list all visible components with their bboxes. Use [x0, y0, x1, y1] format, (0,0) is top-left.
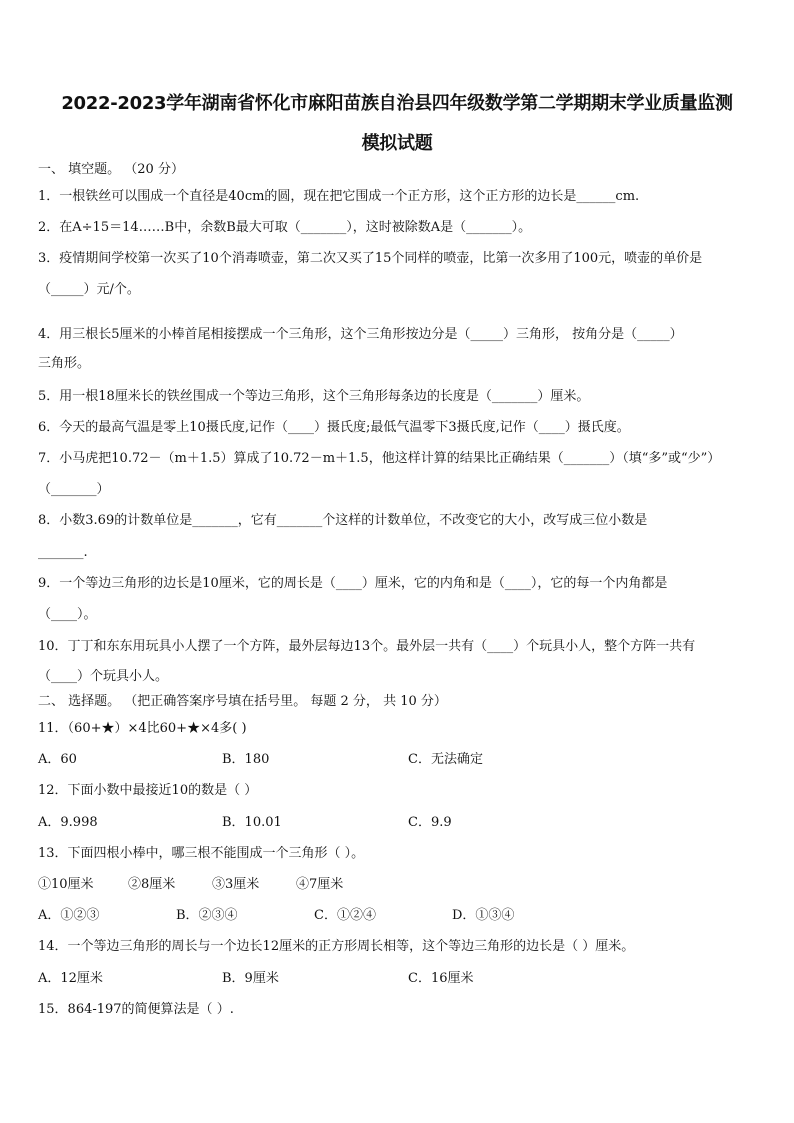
stick-3: ③3厘米	[212, 877, 260, 892]
section-heading-fill-in: 一、 填空题。 （20 分）	[38, 162, 184, 177]
question-7: 7．小马虎把10.72－（m＋1.5）算成了10.72－m＋1.5，他这样计算的结果比正确结果（_______）（填“多”或“少”）	[38, 451, 721, 466]
option-b: B．②③④	[176, 908, 238, 923]
stick-1: ①10厘米	[38, 877, 94, 892]
question-9: 9．一个等边三角形的边长是10厘米，它的周长是（____）厘米，它的内角和是（____），它的每一个内角都是	[38, 576, 668, 591]
question-4-continued: 三角形。	[38, 356, 91, 371]
option-a: A．12厘米	[38, 971, 103, 986]
option-c: C．9.9	[408, 815, 452, 830]
option-b: B．180	[222, 752, 270, 767]
question-2: 2．在A÷15＝14……B中，余数B最大可取（_______），这时被除数A是（_______）。	[38, 220, 532, 235]
question-1: 1．一根铁丝可以围成一个直径是40cm的圆，现在把它围成一个正方形，这个正方形的边长是______cm.	[38, 189, 640, 204]
option-c: C．16厘米	[408, 971, 474, 986]
question-10: 10．丁丁和东东用玩具小人摆了一个方阵，最外层每边13个。最外层一共有（____）个玩具小人，整个方阵一共有	[38, 639, 696, 654]
question-5: 5．用一根18厘米长的铁丝围成一个等边三角形，这个三角形每条边的长度是（_______）厘米。	[38, 389, 590, 404]
option-b: B．9厘米	[222, 971, 279, 986]
option-c: C．无法确定	[408, 752, 483, 767]
option-b: B．10.01	[222, 815, 282, 830]
question-13: 13．下面四根小棒中，哪三根不能围成一个三角形（ ）。	[38, 846, 365, 861]
page-title: 2022-2023学年湖南省怀化市麻阳苗族自治县四年级数学第二学期期末学业质量监测	[61, 93, 733, 114]
section-heading-multiple-choice: 二、 选择题。 （把正确答案序号填在括号里。 每题 2 分， 共 10 分）	[38, 694, 447, 709]
question-9-continued: （____）。	[38, 607, 97, 622]
page-title-continued: 模拟试题	[361, 133, 433, 154]
option-c: C．①②④	[314, 908, 376, 923]
question-14: 14．一个等边三角形的周长与一个边长12厘米的正方形周长相等，这个等边三角形的边长是（ ）厘米。	[38, 939, 635, 954]
question-8: 8．小数3.69的计数单位是_______，它有_______个这样的计数单位，不改变它的大小，改写成三位小数是	[38, 513, 648, 528]
stick-4: ④7厘米	[296, 877, 344, 892]
option-d: D．①③④	[452, 908, 515, 923]
question-15: 15．864-197的简便算法是（ ）.	[38, 1002, 234, 1017]
question-12: 12．下面小数中最接近10的数是（ ）	[38, 783, 258, 798]
question-7-continued: （_______）	[38, 482, 110, 497]
question-3-continued: （_____）元/个。	[38, 282, 140, 297]
question-10-continued: （____）个玩具小人。	[38, 669, 169, 684]
question-8-continued: _______.	[38, 545, 88, 560]
option-a: A．9.998	[38, 815, 98, 830]
question-3: 3．疫情期间学校第一次买了10个消毒喷壶，第二次又买了15个同样的喷壶，比第一次多用了100元，喷壶的单价是	[38, 251, 703, 266]
question-4: 4．用三根长5厘米的小棒首尾相接摆成一个三角形，这个三角形按边分是（_____）三角形， 按角分是（_____）	[38, 327, 683, 342]
question-6: 6．今天的最高气温是零上10摄氏度,记作（____）摄氏度;最低气温零下3摄氏度,记作（____）摄氏度。	[38, 420, 630, 435]
option-a: A．①②③	[38, 908, 100, 923]
question-11: 11．（60+★）×4比60+★×4多( )	[38, 721, 247, 736]
option-a: A．60	[38, 752, 77, 767]
stick-2: ②8厘米	[128, 877, 176, 892]
